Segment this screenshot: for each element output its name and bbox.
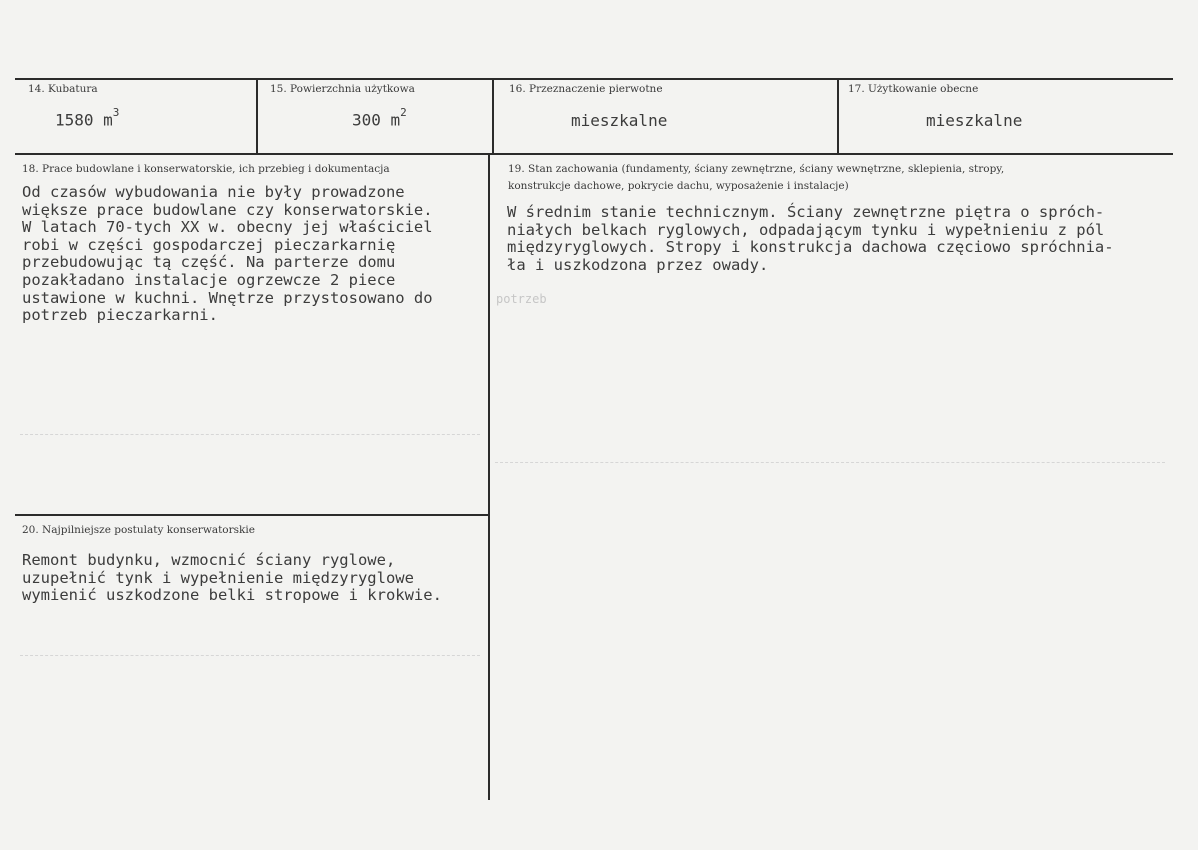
kubatura-label: 14. Kubatura — [28, 83, 98, 95]
text-line: potrzeb pieczarkarni. — [22, 306, 218, 325]
powierzchnia-label: 15. Powierzchnia użytkowa — [270, 83, 415, 95]
text-line: ustawione w kuchni. Wnętrze przystosowano do — [22, 288, 433, 307]
text-line: Od czasów wybudowania nie były prowadzone — [22, 183, 405, 201]
text-line: pozakładano instalacje ogrzewcze 2 piece — [22, 271, 396, 289]
powierzchnia-number: 300 m — [352, 110, 401, 130]
text-line: wymienić uszkodzone belki stropowe i krokwie. — [22, 586, 442, 605]
main-column-divider — [488, 153, 490, 800]
kubatura-unit-exponent: 3 — [112, 106, 120, 119]
text-line: niałych belkach ryglowych, odpadającym tynku i wypełnieniu z pól — [507, 220, 1105, 239]
divider-15-16 — [492, 78, 494, 154]
faint-dotted-line — [20, 434, 480, 435]
text-line: międzyryglowych. Stropy i konstrukcja dachowa częciowo spróchnia- — [507, 238, 1114, 257]
text-line: większe prace budowlane czy konserwatorskie. — [22, 200, 433, 219]
bleed-through-text: potrzeb — [496, 292, 547, 306]
divider-16-17 — [837, 78, 839, 154]
section20-top-rule — [15, 514, 489, 516]
text-line: W średnim stanie technicznym. Ściany zewnętrzne piętra o spróch- — [507, 203, 1105, 221]
uzytkowanie-label: 17. Użytkowanie obecne — [848, 83, 979, 95]
text-line: uzupełnić tynk i wypełnienie międzyryglowe — [22, 568, 414, 587]
text-line: robi w części gospodarczej pieczarkarnię — [22, 235, 396, 254]
powierzchnia-unit-exponent: 2 — [400, 106, 407, 119]
stan-zachowania-label-line1: 19. Stan zachowania (fundamenty, ściany zewnętrzne, ściany wewnętrzne, sklepienia, stropy, — [508, 163, 1005, 175]
faint-dotted-line — [495, 462, 1165, 463]
faint-dotted-line — [20, 655, 480, 656]
text-line: przebudowując tą część. Na parterze domu — [22, 253, 396, 272]
top-rule — [15, 78, 1173, 80]
przeznaczenie-value: mieszkalne — [571, 111, 668, 130]
kubatura-value — [55, 106, 120, 130]
kubatura-number: 1580 m — [55, 110, 113, 130]
stan-zachowania-label-line2: konstrukcje dachowe, pokrycie dachu, wyposażenie i instalacje) — [508, 180, 849, 192]
przeznaczenie-label: 16. Przeznaczenie pierwotne — [509, 83, 663, 95]
prace-budowlane-label: 18. Prace budowlane i konserwatorskie, ich przebieg i dokumentacja — [22, 163, 390, 175]
powierzchnia-value — [352, 106, 407, 130]
text-line: W latach 70-tych XX w. obecny jej właściciel — [22, 218, 433, 237]
row1-bottom-rule — [15, 153, 1173, 155]
divider-14-15 — [256, 78, 258, 154]
text-line: Remont budynku, wzmocnić ściany ryglowe, — [22, 551, 396, 569]
text-line: ła i uszkodzona przez owady. — [507, 255, 769, 274]
uzytkowanie-value: mieszkalne — [926, 111, 1023, 130]
postulaty-label: 20. Najpilniejsze postulaty konserwatorskie — [22, 524, 255, 536]
